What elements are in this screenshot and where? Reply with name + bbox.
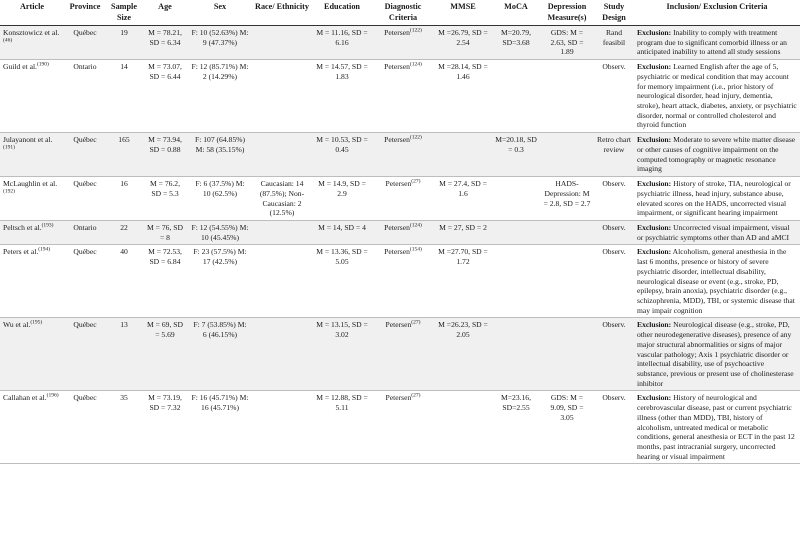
header-mmse: MMSE bbox=[434, 0, 492, 26]
diagnostic-text: Petersen bbox=[384, 247, 410, 257]
cell-depression bbox=[540, 220, 594, 244]
diagnostic-reference: (27) bbox=[411, 178, 421, 185]
cell-province: Québec bbox=[64, 26, 106, 60]
cell-article bbox=[0, 133, 64, 177]
cell-design: Retro chart review bbox=[594, 133, 634, 177]
cell-sex: F: 7 (53.85%) M: 6 (46.15%) bbox=[188, 318, 252, 391]
cell-criteria bbox=[634, 133, 800, 177]
cell-criteria bbox=[634, 26, 800, 60]
diagnostic-text: Petersen bbox=[384, 135, 410, 145]
cell-sample-size: 22 bbox=[106, 220, 142, 244]
diagnostic-reference: (154) bbox=[409, 246, 422, 253]
cell-diagnostic bbox=[372, 245, 434, 318]
cell-education: M = 14.9, SD = 2.9 bbox=[312, 177, 372, 221]
diagnostic-reference: (122) bbox=[409, 27, 422, 34]
cell-province: Québec bbox=[64, 391, 106, 464]
diagnostic-text: Petersen bbox=[384, 222, 410, 232]
cell-sex: F: 23 (57.5%) M: 17 (42.5%) bbox=[188, 245, 252, 318]
header-article: Article bbox=[0, 0, 64, 26]
cell-race bbox=[252, 133, 312, 177]
criteria-label: Exclusion: bbox=[637, 247, 672, 257]
cell-province: Ontario bbox=[64, 60, 106, 133]
header-education: Education bbox=[312, 0, 372, 26]
cell-age: M = 72.53, SD = 6.84 bbox=[142, 245, 188, 318]
table-row bbox=[0, 177, 800, 221]
cell-education: M = 13.36, SD = 5.05 bbox=[312, 245, 372, 318]
cell-design: Observ. bbox=[594, 60, 634, 133]
article-reference: (192) bbox=[3, 188, 15, 195]
article-reference: (191) bbox=[3, 144, 15, 151]
cell-criteria bbox=[634, 60, 800, 133]
header-age: Age bbox=[142, 0, 188, 26]
cell-province: Québec bbox=[64, 177, 106, 221]
cell-education: M = 14.57, SD = 1.83 bbox=[312, 60, 372, 133]
cell-depression: GDS: M = 9.09, SD = 3.05 bbox=[540, 391, 594, 464]
cell-criteria bbox=[634, 318, 800, 391]
cell-diagnostic bbox=[372, 318, 434, 391]
cell-diagnostic bbox=[372, 391, 434, 464]
article-text: Peltsch et al. bbox=[3, 222, 42, 232]
cell-moca: M=23.16, SD=2.55 bbox=[492, 391, 540, 464]
header-diagnostic: Diagnostic Criteria bbox=[372, 0, 434, 26]
cell-education: M = 12.88, SD = 5.11 bbox=[312, 391, 372, 464]
cell-mmse: M = 27, SD = 2 bbox=[434, 220, 492, 244]
cell-province: Québec bbox=[64, 133, 106, 177]
article-reference: (193) bbox=[41, 222, 54, 229]
header-design: Study Design bbox=[594, 0, 634, 26]
cell-moca bbox=[492, 245, 540, 318]
cell-depression: GDS: M = 2.63, SD = 1.89 bbox=[540, 26, 594, 60]
criteria-text: Learned English after the age of 5, psychiatric or medical condition that may account for memory impairment (i.e., prior history of neurological disorder, head injury, dementia, stroke), heart attack, diabetes, anxiety, or psychiatric disorder, normal or controlled cholesterol and thyroid function bbox=[637, 62, 797, 130]
article-reference: (196) bbox=[46, 392, 59, 399]
header-row bbox=[0, 0, 800, 26]
cell-race bbox=[252, 220, 312, 244]
cell-sample-size: 14 bbox=[106, 60, 142, 133]
cell-sex: F: 12 (85.71%) M: 2 (14.29%) bbox=[188, 60, 252, 133]
criteria-label: Exclusion: bbox=[637, 222, 672, 232]
cell-race bbox=[252, 391, 312, 464]
cell-diagnostic bbox=[372, 26, 434, 60]
header-race: Race/ Ethnicity bbox=[252, 0, 312, 26]
cell-diagnostic bbox=[372, 133, 434, 177]
header-province: Province bbox=[64, 0, 106, 26]
table-row bbox=[0, 60, 800, 133]
cell-race bbox=[252, 318, 312, 391]
table-row bbox=[0, 245, 800, 318]
cell-depression bbox=[540, 318, 594, 391]
cell-sample-size: 16 bbox=[106, 177, 142, 221]
cell-article bbox=[0, 220, 64, 244]
cell-diagnostic bbox=[372, 60, 434, 133]
cell-design: Observ. bbox=[594, 391, 634, 464]
cell-depression bbox=[540, 133, 594, 177]
cell-diagnostic bbox=[372, 220, 434, 244]
criteria-text: Alcoholism, general anesthesia in the last 6 months, presence or history of severe psychiatric disorder, intellectual disability, neurological disease or event (e.g., stroke, PD, epilepsy, brain anoxia), psychiatric disorder (e.g., schizophrenia, MDD), TBI, or systemic disease that may impair cognition bbox=[637, 247, 795, 315]
header-depression: Depression Measure(s) bbox=[540, 0, 594, 26]
article-text: Peters et al. bbox=[3, 247, 39, 257]
cell-sample-size: 19 bbox=[106, 26, 142, 60]
criteria-label: Exclusion: bbox=[637, 179, 672, 189]
cell-sex: F: 12 (54.55%) M: 10 (45.45%) bbox=[188, 220, 252, 244]
table-row bbox=[0, 318, 800, 391]
cell-race bbox=[252, 60, 312, 133]
criteria-text: Moderate to severe white matter disease or other causes of cognitive impairment on the computed tomography or magnetic resonance imaging bbox=[637, 135, 796, 174]
criteria-text: Uncorrected visual impairment, visual or psychiatric symptoms other than AD and aMCI bbox=[637, 222, 790, 242]
header-criteria: Inclusion/ Exclusion Criteria bbox=[634, 0, 800, 26]
cell-education: M = 11.16, SD = 6.16 bbox=[312, 26, 372, 60]
cell-criteria bbox=[634, 245, 800, 318]
article-text: Callahan et al. bbox=[3, 393, 47, 403]
cell-age: M = 73.19, SD = 7.32 bbox=[142, 391, 188, 464]
cell-sample-size: 40 bbox=[106, 245, 142, 318]
cell-depression bbox=[540, 60, 594, 133]
cell-design: Observ. bbox=[594, 318, 634, 391]
cell-design: Observ. bbox=[594, 177, 634, 221]
criteria-text: Neurological disease (e.g., stroke, PD, other neurodegenerative diseases), presence of any major structural abnormalities or signs of major vascular pathology; Axis 1 psychiatric disorder or intellectual disability, use of psychoactive substance, previous or present use of cholinesterase inhibitor bbox=[637, 320, 794, 388]
cell-sex: F: 107 (64.85%) M: 58 (35.15%) bbox=[188, 133, 252, 177]
diagnostic-text: Petersen bbox=[384, 62, 410, 72]
cell-article bbox=[0, 318, 64, 391]
cell-race bbox=[252, 245, 312, 318]
cell-article bbox=[0, 60, 64, 133]
diagnostic-reference: (124) bbox=[409, 61, 422, 68]
cell-race: Caucasian: 14 (87.5%); Non-Caucasian: 2 (12.5%) bbox=[252, 177, 312, 221]
cell-age: M = 73.94, SD = 0.88 bbox=[142, 133, 188, 177]
cell-mmse: M = 27.4, SD = 1.6 bbox=[434, 177, 492, 221]
criteria-label: Exclusion: bbox=[637, 393, 672, 403]
cell-design: Observ. bbox=[594, 245, 634, 318]
diagnostic-reference: (122) bbox=[409, 134, 422, 141]
cell-sample-size: 35 bbox=[106, 391, 142, 464]
article-text: Guild et al. bbox=[3, 62, 37, 72]
article-reference: (195) bbox=[30, 319, 43, 326]
article-reference: (190) bbox=[36, 61, 49, 68]
criteria-label: Exclusion: bbox=[637, 62, 672, 72]
table-row bbox=[0, 26, 800, 60]
cell-education: M = 10.53, SD = 0.45 bbox=[312, 133, 372, 177]
header-moca: MoCA bbox=[492, 0, 540, 26]
cell-sex: F: 10 (52.63%) M: 9 (47.37%) bbox=[188, 26, 252, 60]
diagnostic-reference: (27) bbox=[411, 392, 421, 399]
criteria-text: History of stroke, TIA, neurological or psychiatric illness, head injury, substance abuse, elevated scores on the HADS, uncorrected visual impairment, or significant hearing impairment bbox=[637, 179, 791, 218]
cell-article bbox=[0, 26, 64, 60]
cell-age: M = 76.2, SD = 5.3 bbox=[142, 177, 188, 221]
cell-moca: M=20.18, SD = 0.3 bbox=[492, 133, 540, 177]
cell-design: Observ. bbox=[594, 220, 634, 244]
cell-sex: F: 16 (45.71%) M: 16 (45.71%) bbox=[188, 391, 252, 464]
cell-education: M = 14, SD = 4 bbox=[312, 220, 372, 244]
cell-article bbox=[0, 391, 64, 464]
cell-moca bbox=[492, 220, 540, 244]
header-sex: Sex bbox=[188, 0, 252, 26]
cell-criteria bbox=[634, 391, 800, 464]
article-text: McLaughlin et al. bbox=[3, 179, 58, 189]
article-reference: (194) bbox=[38, 246, 51, 253]
cell-mmse: M =27.70, SD = 1.72 bbox=[434, 245, 492, 318]
cell-age: M = 78.21, SD = 6.34 bbox=[142, 26, 188, 60]
diagnostic-text: Petersen bbox=[385, 320, 412, 330]
cell-moca bbox=[492, 60, 540, 133]
criteria-label: Exclusion: bbox=[637, 28, 672, 37]
cell-mmse: M =26.79, SD = 2.54 bbox=[434, 26, 492, 60]
criteria-text: Inability to comply with treatment program due to significant comorbid illness or an anticipated inability to attend all study sessions bbox=[637, 28, 787, 57]
cell-mmse: M =28.14, SD = 1.46 bbox=[434, 60, 492, 133]
cell-design: Rand feasibil bbox=[594, 26, 634, 60]
cell-criteria bbox=[634, 177, 800, 221]
cell-province: Québec bbox=[64, 245, 106, 318]
diagnostic-reference: (124) bbox=[409, 222, 422, 229]
cell-moca bbox=[492, 177, 540, 221]
cell-article bbox=[0, 245, 64, 318]
cell-age: M = 76, SD = 8 bbox=[142, 220, 188, 244]
cell-sample-size: 165 bbox=[106, 133, 142, 177]
cell-mmse bbox=[434, 133, 492, 177]
cell-sex: F: 6 (37.5%) M: 10 (62.5%) bbox=[188, 177, 252, 221]
article-text: Julayanont et al. bbox=[3, 135, 53, 145]
cell-moca bbox=[492, 318, 540, 391]
diagnostic-text: Petersen bbox=[384, 28, 410, 37]
cell-depression: HADS-Depression: M = 2.8, SD = 2.7 bbox=[540, 177, 594, 221]
table-row bbox=[0, 133, 800, 177]
diagnostic-text: Petersen bbox=[385, 179, 412, 189]
cell-race bbox=[252, 26, 312, 60]
cell-sample-size: 13 bbox=[106, 318, 142, 391]
cell-age: M = 73.07, SD = 6.44 bbox=[142, 60, 188, 133]
criteria-label: Exclusion: bbox=[637, 135, 672, 145]
cell-diagnostic bbox=[372, 177, 434, 221]
criteria-label: Exclusion: bbox=[637, 320, 672, 330]
table-row bbox=[0, 391, 800, 464]
cell-criteria bbox=[634, 220, 800, 244]
header-sample-size: Sample Size bbox=[106, 0, 142, 26]
diagnostic-text: Petersen bbox=[385, 393, 412, 403]
diagnostic-reference: (27) bbox=[411, 319, 421, 326]
cell-province: Ontario bbox=[64, 220, 106, 244]
article-reference: (46) bbox=[3, 37, 13, 44]
cell-moca: M=20.79, SD=3.68 bbox=[492, 26, 540, 60]
cell-depression bbox=[540, 245, 594, 318]
article-text: Konsztowicz et al. bbox=[3, 28, 60, 37]
cell-mmse: M =26.23, SD = 2.05 bbox=[434, 318, 492, 391]
cell-province: Québec bbox=[64, 318, 106, 391]
cell-mmse bbox=[434, 391, 492, 464]
criteria-text: History of neurological and cerebrovascular disease, past or current psychiatric illness (other than MDD), TBI, history of alcoholism, untreated medical or metabolic conditions, general anesthesia or ECT in the past 12 months, past intracranial surgery, uncorrected hearing or visual impairment bbox=[637, 393, 795, 461]
table-row bbox=[0, 220, 800, 244]
cell-education: M = 13.15, SD = 3.02 bbox=[312, 318, 372, 391]
article-text: Wu et al. bbox=[3, 320, 31, 330]
cell-article bbox=[0, 177, 64, 221]
cell-age: M = 69, SD = 5.69 bbox=[142, 318, 188, 391]
